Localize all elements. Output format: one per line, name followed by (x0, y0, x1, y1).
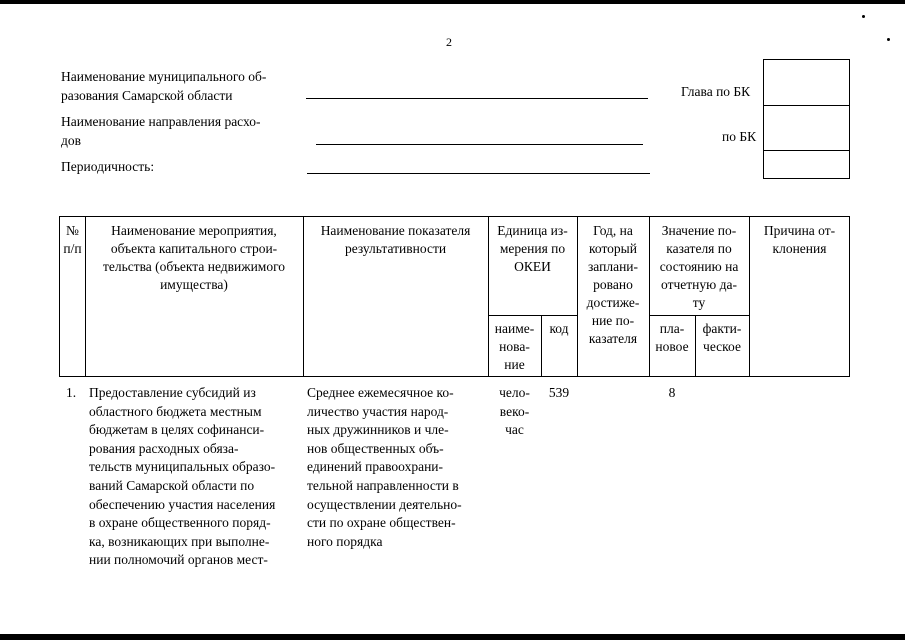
scan-speck (887, 38, 890, 41)
row-number: 1. (66, 385, 77, 400)
periodicity-label: Периодичность: (61, 159, 155, 174)
bk-box (764, 105, 849, 150)
scan-border-top (0, 0, 905, 4)
periodicity-box (764, 150, 849, 179)
row-event-name: Предоставление субсидий из областного бюджета местным бюджетам в целях софинанси- рования расходных обяза- тельств муниципальных образо- ваний Самарской области по обеспечению участия населения в охране общественного поряд- ка, возникающих при выполне- нии полномочий органов мест- (89, 385, 276, 568)
scan-border-bottom (0, 634, 905, 640)
header-actual: факти- ческое (702, 321, 742, 354)
header-unit: Единица из- мерения по ОКЕИ (497, 223, 568, 274)
row-indicator-name: Среднее ежемесячное ко- личество участия народ- ных дружинников и чле- нов общественных объ- единений правоохрани- тельной направленности в осуществлении деятельно- сти по охране обществен- ного порядка (307, 385, 462, 549)
chapter-bk-box (764, 60, 849, 105)
header-planned: пла- новое (655, 321, 689, 354)
page-number: 2 (446, 35, 452, 49)
municipality-fill-line (306, 98, 648, 99)
header-unit-code: код (549, 321, 569, 336)
unit-subheader-divider (488, 315, 577, 316)
row-unit-name: чело- веко- час (499, 385, 530, 438)
header-unit-name: наиме- нова- ние (494, 321, 535, 372)
chapter-bk-label: Глава по БК (681, 84, 751, 99)
header-indicator-name: Наименование показателя результативности (320, 223, 471, 256)
header-number: № п/п (63, 223, 82, 256)
bk-label: по БК (722, 129, 757, 144)
row-unit-code: 539 (548, 385, 570, 400)
header-year: Год, на который заплани- ровано достиже- ние по- казателя (586, 223, 640, 346)
municipality-label: Наименование муниципального об- разования Самарской области (61, 69, 267, 103)
value-subheader-divider (649, 315, 749, 316)
direction-label: Наименование направления расхо- дов (61, 114, 261, 148)
header-value: Значение по- казателя по состоянию на отчетную да- ту (659, 223, 739, 310)
row-planned: 8 (668, 385, 676, 400)
code-boxes (763, 59, 850, 179)
scan-speck (862, 15, 865, 18)
header-event-name: Наименование мероприятия, объекта капитального строи- тельства (объекта недвижимого имущества) (102, 223, 286, 292)
periodicity-fill-line (307, 173, 650, 174)
header-reason: Причина от- клонения (763, 223, 836, 256)
direction-fill-line (316, 144, 643, 145)
